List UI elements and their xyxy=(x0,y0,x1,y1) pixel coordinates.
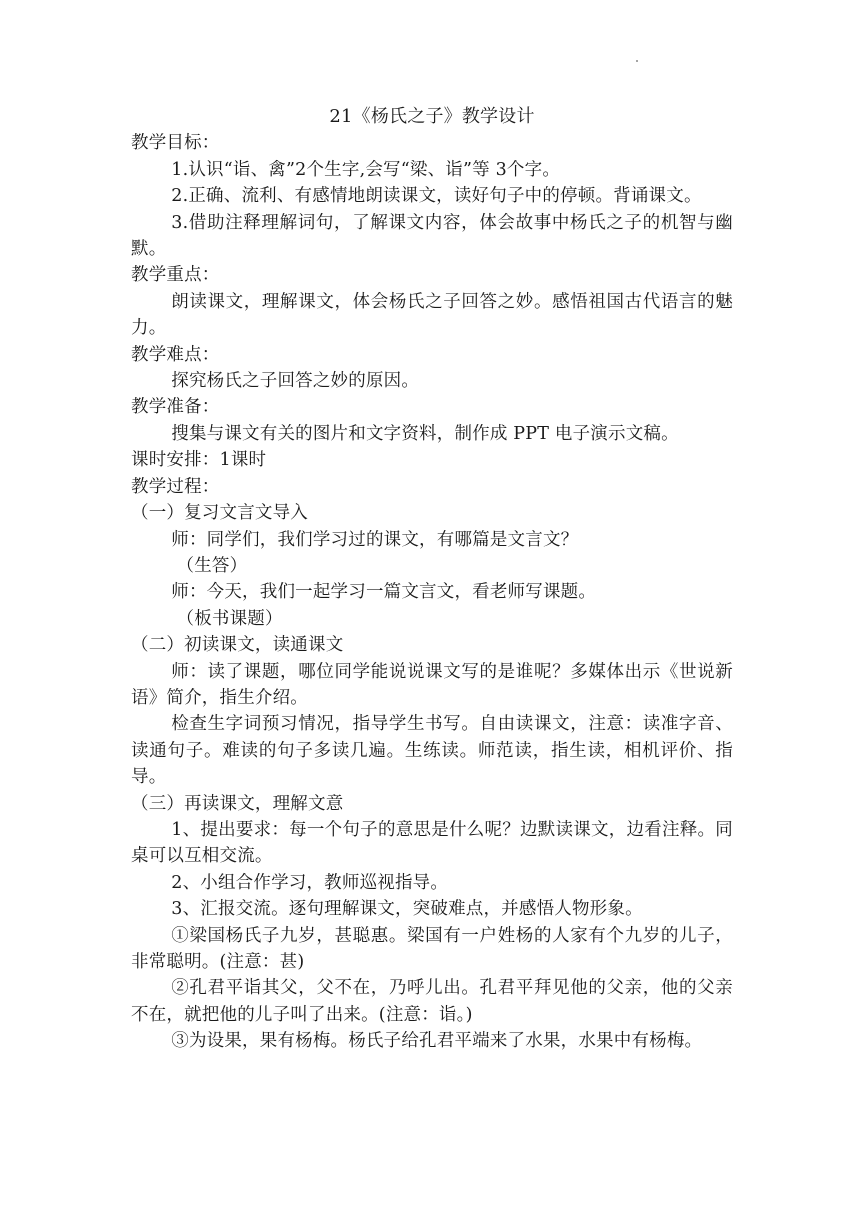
section-1-para: 师：同学们，我们学习过的课文，有哪篇是文言文？ xyxy=(171,529,579,550)
document-body xyxy=(131,104,733,1055)
goal-item-2: 2.正确、流利、有感情地朗读课文，读好句子中的停顿。背诵课文。 xyxy=(171,186,702,207)
section-3-para: 3、汇报交流。逐句理解课文，突破难点，并感悟人物形象。 xyxy=(171,899,643,920)
document-title: 21《杨氏之子》教学设计 xyxy=(329,106,535,127)
section-2-heading: （二）初读课文，读通课文 xyxy=(131,635,344,656)
difficulty-heading: 教学难点： xyxy=(131,344,220,365)
section-3-para: ②孔君平诣其父，父不在，乃呼儿出。孔君平拜见他的父亲，他的父亲不在，就把他的儿子叫了出来。(注意：诣。) xyxy=(131,978,733,1025)
section-3-para: 1、提出要求：每一个句子的意思是什么呢？边默读课文，边看注释。同桌可以互相交流。 xyxy=(131,819,733,867)
section-1-para: （生答） xyxy=(176,555,248,576)
goal-item-3: 3.借助注释理解词句，了解课文内容，体会故事中杨氏之子的机智与幽默。 xyxy=(131,212,733,260)
section-2-para: 检查生字词预习情况，指导学生书写。自由读课文，注意：读准字音、读通句子。难读的句子多读几遍。生练读。师范读，指生读，相机评价、指导。 xyxy=(131,714,733,788)
key-points-text: 朗读课文，理解课文，体会杨氏之子回答之妙。感悟祖国古代语言的魅力。 xyxy=(131,291,733,339)
page-mark xyxy=(636,60,638,62)
section-3-para: ③为设果，果有杨梅。杨氏子给孔君平端来了水果，水果中有杨梅。 xyxy=(171,1031,703,1052)
preparation-heading: 教学准备： xyxy=(131,397,220,418)
difficulty-text: 探究杨氏之子回答之妙的原因。 xyxy=(171,371,420,392)
section-1-para: 师：今天，我们一起学习一篇文言文，看老师写课题。 xyxy=(171,582,597,603)
preparation-text: 搜集与课文有关的图片和文字资料，制作成 PPT 电子演示文稿。 xyxy=(171,423,679,444)
section-3-para: 2、小组合作学习，教师巡视指导。 xyxy=(171,872,449,893)
key-points-heading: 教学重点： xyxy=(131,265,220,286)
section-3-para: ①梁国杨氏子九岁，甚聪惠。梁国有一户姓杨的人家有个九岁的儿子，非常聪明。(注意：甚) xyxy=(131,925,733,972)
section-3-heading: （三）再读课文，理解文意 xyxy=(131,793,344,814)
process-heading: 教学过程： xyxy=(131,476,220,497)
goals-heading: 教学目标： xyxy=(131,133,220,154)
goal-item-1: 1.认识“诣、禽”2个生字,会写“梁、诣”等 3个字。 xyxy=(171,159,561,180)
section-1-para: （板书课题） xyxy=(176,608,283,629)
section-1-heading: （一）复习文言文导入 xyxy=(131,503,308,524)
schedule-line: 课时安排：1课时 xyxy=(131,450,267,471)
section-2-para: 师：读了课题，哪位同学能说说课文写的是谁呢？多媒体出示《世说新语》简介，指生介绍。 xyxy=(131,661,733,708)
